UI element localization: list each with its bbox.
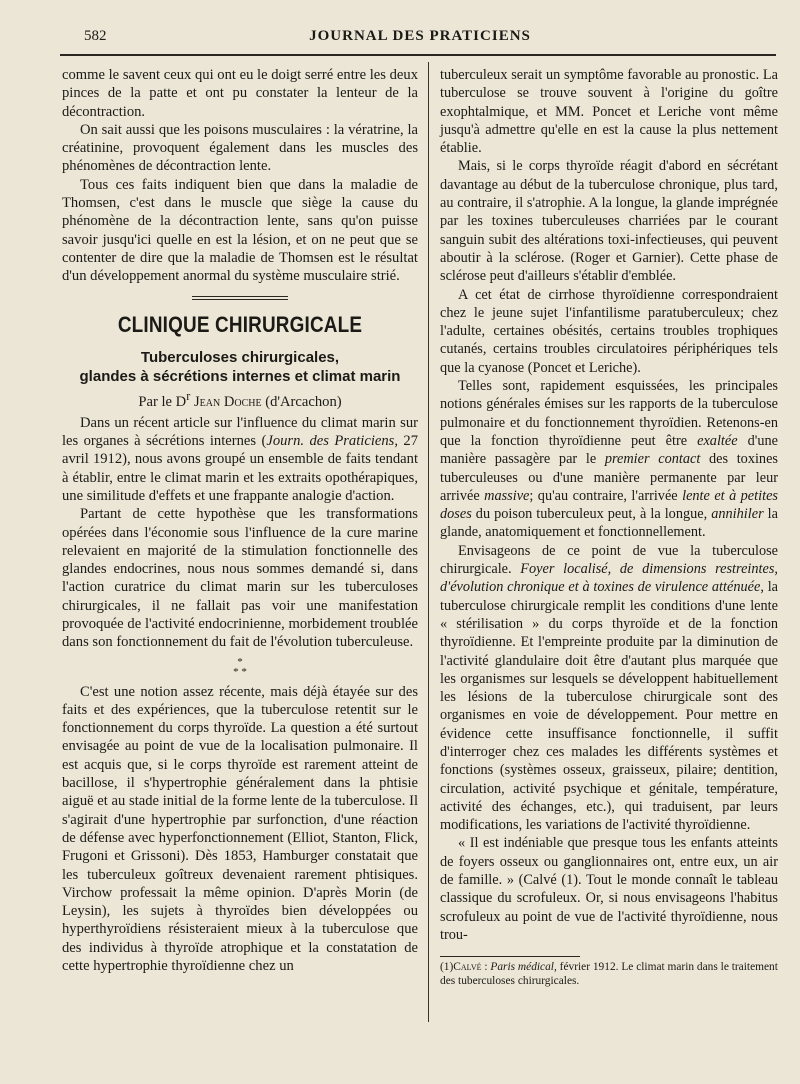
paragraph: comme le savent ceux qui ont eu le doigt serré entre les deux pinces de la patte et ont pu constater la lenteur de la décontraction. — [62, 67, 418, 120]
text-run: du poison tuberculeux peut, à la longue, — [471, 506, 712, 523]
page-header — [62, 26, 778, 48]
right-column — [440, 66, 778, 988]
italic-run: lente et à petites doses — [440, 487, 778, 523]
italic-run: premier contact — [604, 451, 701, 468]
paragraph — [62, 414, 418, 505]
header-rule — [60, 54, 776, 56]
paragraph: Tous ces faits indiquent bien que dans la maladie de Thomsen, c'est dans le muscle que siège la cause du phénomène de la décontraction lente, sans qu'on puisse savoir jusqu'ici quelle en est la lésion, et on ne peut que se contenter de dire que la maladie de Thomsen est le résultat d'un développement anormal du système musculaire strié. — [62, 176, 418, 285]
footnote-number: (1) — [440, 961, 454, 974]
running-head: JOURNAL DES PRATICIENS — [309, 28, 531, 44]
footnote-rule — [440, 956, 580, 957]
text-run: la glande, anatomiquement et fonctionnellement. — [440, 506, 778, 541]
text-run: Telles sont, rapidement esquissées, les principales notions générales émises sur les rapports de la tuberculose pulmonaire et du fonctionnement thyroïdien. Retenons-en que la fonction thyroïdienne peut être — [440, 378, 778, 449]
paragraph: A cet état de cirrhose thyroïdienne correspondraient chez le jeune sujet l'infantilisme paratuberculeux; chez l'adulte, certaines obésités, certains troubles trophiques cutanés, certains troubles circulatoires périphériques tels que la cyanose (Poncet et Leriche). — [440, 286, 778, 376]
paragraph: Partant de cette hypothèse que les transformations opérées dans l'économie sous l'influence de la cure marine relevaient en majorité de la stimulation fonctionnelle des glandes endocrines, nous nous sommes demandé si, dans l'action curatrice du climat marin sur les tuberculoses chirurgicales, il ne fallait pas voir une manifestation provoquée de l'activité endocrinienne, morbidement troublée dans son fonctionnement du fait de l'évolution tuberculeuse. — [62, 506, 418, 651]
footnote — [440, 961, 778, 988]
text-run: des toxines tuberculeuses ou d'une manière permanente par leur arrivée — [440, 451, 778, 504]
byline-sup: r — [186, 388, 191, 403]
page-number: 582 — [84, 28, 107, 44]
paragraph — [440, 377, 778, 542]
journal-reference: Journ. des Praticiens — [266, 433, 395, 450]
paragraph: On sait aussi que les poisons musculaires : la vératrine, la créatinine, provoquent également dans les muscles des phénomènes de décontraction lente. — [62, 121, 418, 175]
text-run: d'une manière passagère par le — [440, 432, 778, 468]
text-run: Envisageons de ce point de vue la tuberculose chirurgicale. — [440, 542, 778, 578]
paragraph: « Il est indéniable que presque tous les enfants atteints de foyers osseux ou ganglionnaires ont, entre eux, un air de famille. » (Calvé (1). Tout le monde connaît le tableau classique du scrofuleux. Or, si nous envisageons l'habitus scrofuleux au point de vue de l'activité thyroïdienne, nous trou- — [440, 835, 778, 943]
italic-run: Foyer localisé, de dimensions restreintes, d'évolution chronique et à toxines de virulence atténuée — [440, 561, 778, 596]
text-run: , 27 avril 1912), nous avons groupé un ensemble de faits tendant à établir, entre le climat marin et les extraits opothérapiques, une similitude d'effets et une frappante analogie d'action. — [62, 433, 418, 504]
article-title-line-1: Tuberculoses chirurgicales, — [140, 348, 340, 366]
italic-run: annihiler — [711, 506, 764, 523]
author-place: (d'Arcachon) — [265, 393, 342, 410]
text-run: ; qu'au contraire, l'arrivée — [529, 487, 683, 504]
text-run: , la tuberculose chirurgicale remplit les conditions d'une lente « stérilisation » du corps thyroïde et de la fonction thyroïdienne. Et l'empreinte produite par la diminution de l'activité glandulaire doit être d'autant plus marquée que les organismes sur lesquels se développent habituellement les lésions de la tuberculose chirurgicale sont des organismes en voie de développement. Pour mettre en évidence cette insuffisance fonctionnelle, il suffit d'interroger chez ces malades les différents systèmes et fonctions (systèmes osseux, graisseux, pilaire; dentition, circulation, activité psychique et génitale, température, activité des échanges, etc.), qui traduisent, par leurs modifications, les variations de l'activité thyroïdienne. — [440, 579, 779, 834]
left-column — [62, 66, 418, 975]
footnote-author: Calvé — [453, 961, 482, 974]
article-title-line-2: glandes à sécrétions internes et climat marin — [79, 367, 401, 385]
footnote-journal: Paris médical — [490, 961, 554, 974]
section-divider — [192, 296, 288, 300]
paragraph: Mais, si le corps thyroïde réagit d'abord en sécrétant davantage au début de la tuberculose chronique, plus tard, au contraire, il s'atrophie. A la longue, la glande imprégnée par les toxines tuberculeuses charriées par le courant sanguin subit des altérations toxi-infectieuses, qui peuvent aboutir à la sclérose. (Roger et Garnier). Cette phase de sclérose peut d'ailleurs s'établir d'emblée. — [440, 158, 778, 285]
italic-run: exaltée — [697, 432, 738, 449]
author-name: Jean Doche — [193, 393, 262, 410]
asterism — [62, 657, 418, 677]
asterism-bottom: * * — [233, 665, 247, 678]
paragraph: tuberculeux serait un symptôme favorable au pronostic. La tuberculose se trouve souvent à l'origine du goître exophtalmique, et MM. Poncet et Leriche vont même jusqu'à admettre qu'elle en est la cause la plus nettement établie. — [440, 67, 778, 157]
column-divider — [428, 62, 429, 1022]
section-title: CLINIQUE CHIRURGICALE — [117, 311, 363, 337]
text-run: Dans un récent article sur l'influence du climat marin sur les organes à sécrétions internes ( — [62, 414, 418, 450]
asterism-top: * — [237, 655, 243, 668]
text-run: : — [481, 961, 491, 974]
italic-run: massive — [484, 487, 530, 504]
byline-prefix: Par le D — [138, 393, 187, 410]
byline — [62, 387, 418, 411]
paragraph: C'est une notion assez récente, mais déjà étayée sur des faits et des expériences, que la tuberculose retentit sur le fonctionnement du corps thyroïde. La question a été surtout envisagée au point de vue de la localisation pulmonaire. Il est acquis que, si le corps thyroïde est rarement atteint de bacillose, il s'hypertrophie généralement dans la phtisie aiguë et au stade initial de la forme lente de la tuberculose. Il s'agirait d'une hypertrophie par surfonction, d'une réaction de défense avec hyperfonctionnement (Elliot, Stanton, Flick, Frugoni et Grissoni). Dès 1853, Hamburger constatait que les tuberculeux goîtreux devenaient rarement phtisiques. Virchow professait la même opinion. D'après Morin (de Leysin), les sujets à thyroïdes bien développées ou hyperthyroïdiens résisteraient mieux à la tuberculose que des individus à thyroïde atrophique et la constatation de cette hypertrophie thyroïdienne chez un — [62, 683, 418, 975]
paragraph — [440, 542, 778, 835]
text-run: , février 1912. Le climat marin dans le traitement des tuberculoses chirurgicales. — [440, 961, 778, 987]
